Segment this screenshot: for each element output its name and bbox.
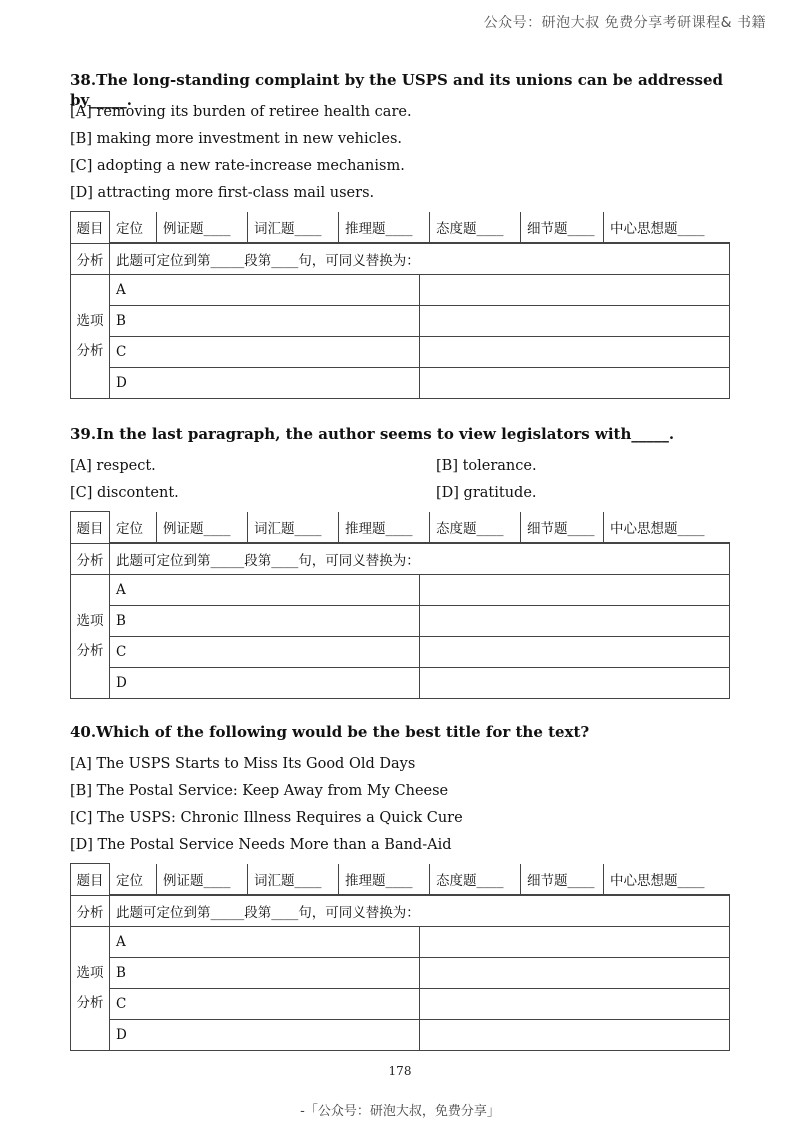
option-a: [A] respect.: [70, 458, 156, 474]
answer-cell-c[interactable]: [420, 336, 730, 367]
type-attitude: 态度题____: [430, 512, 521, 543]
option-b: [B] making more investment in new vehicles.: [70, 131, 403, 147]
letter-c: C: [110, 336, 420, 367]
option-b: [B] tolerance.: [436, 458, 537, 474]
answer-cell-b[interactable]: [420, 305, 730, 336]
type-inference: 推理题____: [339, 864, 430, 895]
row-label: 分析: [71, 895, 110, 926]
answer-cell-a[interactable]: [420, 274, 730, 305]
letter-a: A: [110, 926, 420, 957]
option-a: [A] removing its burden of retiree health care.: [70, 104, 412, 120]
option-c: [C] adopting a new rate-increase mechanism.: [70, 158, 405, 174]
question-38: [70, 70, 730, 399]
type-locate: 定位: [110, 512, 157, 543]
row-label: 题目: [71, 864, 110, 896]
option-c: [C] The USPS: Chronic Illness Requires a Quick Cure: [70, 810, 463, 826]
type-locate: 定位: [110, 864, 157, 895]
answer-cell-a[interactable]: [420, 926, 730, 957]
type-example: 例证题____: [157, 212, 248, 243]
option-d: [D] gratitude.: [436, 485, 537, 501]
option-c: [C] discontent.: [70, 485, 179, 501]
type-inference: 推理题____: [339, 212, 430, 243]
analysis-table: [70, 511, 730, 699]
answer-cell-d[interactable]: [420, 1019, 730, 1050]
type-main-idea: 中心思想题____: [604, 212, 730, 243]
locate-line: 此题可定位到第_____段第____句，可同义替换为：: [110, 243, 730, 274]
analysis-table: [70, 863, 730, 1051]
letter-a: A: [110, 574, 420, 605]
letter-d: D: [110, 1019, 420, 1050]
question-39: [70, 424, 730, 699]
type-attitude: 态度题____: [430, 864, 521, 895]
type-main-idea: 中心思想题____: [604, 864, 730, 895]
type-main-idea: 中心思想题____: [604, 512, 730, 543]
option-a: [A] The USPS Starts to Miss Its Good Old Days: [70, 756, 416, 772]
type-vocab: 词汇题____: [248, 512, 339, 543]
header-watermark: 公众号：研泡大叔 免费分享考研课程& 书籍: [483, 15, 766, 31]
letter-b: B: [110, 957, 420, 988]
answer-cell-c[interactable]: [420, 988, 730, 1019]
question-title: 38.The long-standing complaint by the USPS and its unions can be addressed by_____.: [70, 71, 724, 109]
type-example: 例证题____: [157, 864, 248, 895]
footer-watermark: -「公众号：研泡大叔，免费分享」: [300, 1104, 500, 1119]
label-line-2: 分析: [76, 343, 104, 359]
type-detail: 细节题____: [521, 864, 604, 895]
type-inference: 推理题____: [339, 512, 430, 543]
letter-d: D: [110, 367, 420, 398]
row-label: 分析: [71, 243, 110, 274]
row-label: 题目: [71, 512, 110, 544]
type-locate: 定位: [110, 212, 157, 243]
option-d: [D] The Postal Service Needs More than a Band-Aid: [70, 837, 452, 853]
type-vocab: 词汇题____: [248, 864, 339, 895]
page-number: 178: [388, 1064, 412, 1078]
question-title: 39.In the last paragraph, the author seems to view legislators with_____.: [70, 425, 675, 443]
answer-cell-b[interactable]: [420, 605, 730, 636]
type-vocab: 词汇题____: [248, 212, 339, 243]
letter-c: C: [110, 988, 420, 1019]
letter-c: C: [110, 636, 420, 667]
label-line-1: 选项: [76, 613, 104, 629]
locate-line: 此题可定位到第_____段第____句，可同义替换为：: [110, 895, 730, 926]
label-line-1: 选项: [76, 313, 104, 329]
question-40: [70, 722, 730, 1051]
row-label: 分析: [71, 543, 110, 574]
answer-cell-a[interactable]: [420, 574, 730, 605]
label-line-1: 选项: [76, 965, 104, 981]
option-d: [D] attracting more first-class mail users.: [70, 185, 375, 201]
locate-line: 此题可定位到第_____段第____句，可同义替换为：: [110, 543, 730, 574]
letter-b: B: [110, 605, 420, 636]
answer-cell-d[interactable]: [420, 367, 730, 398]
type-detail: 细节题____: [521, 212, 604, 243]
letter-a: A: [110, 274, 420, 305]
type-detail: 细节题____: [521, 512, 604, 543]
question-title: 40.Which of the following would be the best title for the text?: [70, 723, 590, 741]
type-example: 例证题____: [157, 512, 248, 543]
options-analysis-label: [71, 926, 110, 1050]
answer-cell-c[interactable]: [420, 636, 730, 667]
label-line-2: 分析: [76, 995, 104, 1011]
letter-b: B: [110, 305, 420, 336]
options-analysis-label: [71, 274, 110, 398]
analysis-table: [70, 211, 730, 399]
label-line-2: 分析: [76, 643, 104, 659]
options-analysis-label: [71, 574, 110, 698]
letter-d: D: [110, 667, 420, 698]
option-b: [B] The Postal Service: Keep Away from My Cheese: [70, 783, 449, 799]
type-attitude: 态度题____: [430, 212, 521, 243]
options-grid: [70, 453, 730, 507]
answer-cell-b[interactable]: [420, 957, 730, 988]
answer-cell-d[interactable]: [420, 667, 730, 698]
row-label: 题目: [71, 212, 110, 244]
